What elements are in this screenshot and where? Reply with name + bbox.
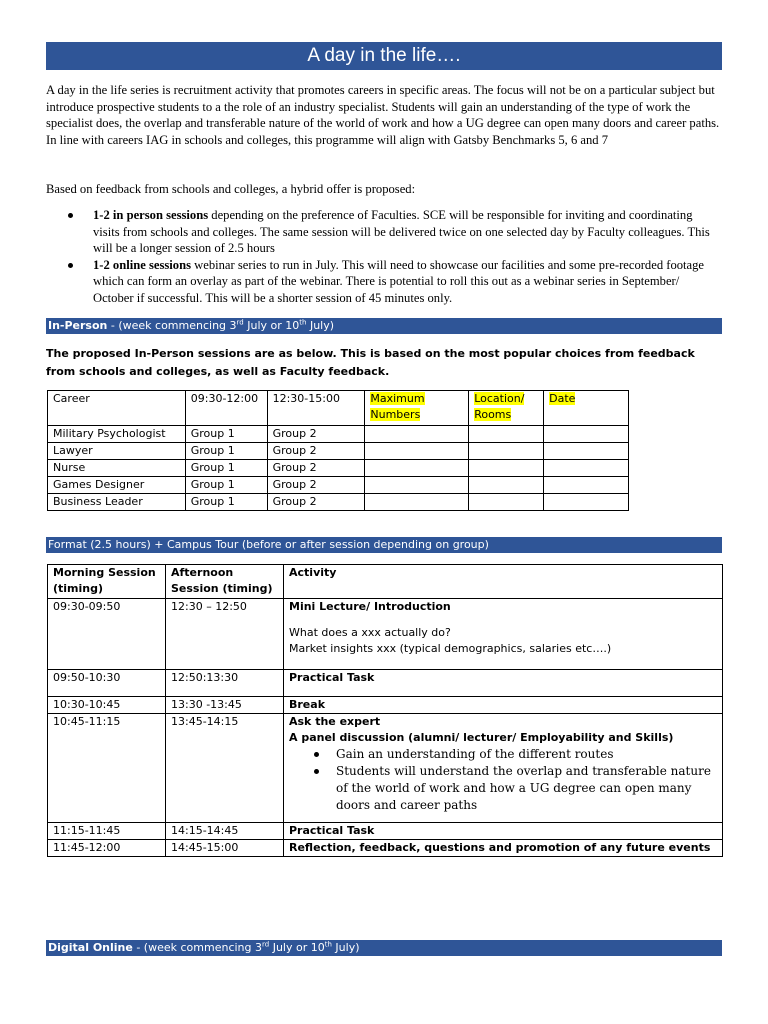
section-text: - (week commencing 3 <box>107 319 237 332</box>
format-table <box>47 564 723 857</box>
table-header-row <box>48 565 723 599</box>
afternoon-time-cell: 12:50:13:30 <box>166 670 284 697</box>
section-sup: rd <box>262 940 270 949</box>
list-item <box>289 763 717 814</box>
bullet-icon <box>68 263 73 268</box>
list-item <box>46 257 722 307</box>
section-text: July or 10 <box>269 941 325 954</box>
morning-group-cell: Group 1 <box>185 426 267 443</box>
table-row <box>48 714 723 823</box>
bullet-icon <box>314 769 319 774</box>
afternoon-time-cell: 13:45-14:15 <box>166 714 284 823</box>
location-cell <box>469 477 544 494</box>
bullet-text: depending on the preference of Faculties. SCE will be responsible for inviting and coordinating visits from schools and colleges. The same session will be delivered twice on one selected day by Faculty colleagues. This will be a longer session of 2.5 hours <box>93 208 710 256</box>
section-label: Digital Online <box>48 941 133 954</box>
table-row <box>48 460 629 477</box>
morning-group-cell: Group 1 <box>185 477 267 494</box>
afternoon-time-cell: 14:45-15:00 <box>166 840 284 857</box>
table-row <box>48 443 629 460</box>
afternoon-time-cell: 13:30 -13:45 <box>166 697 284 714</box>
date-cell <box>544 426 629 443</box>
career-cell: Business Leader <box>48 494 186 511</box>
location-cell <box>469 426 544 443</box>
header-label: Date <box>549 392 576 405</box>
header-cell: Activity <box>284 565 723 599</box>
proposal-intro: Based on feedback from schools and colleges, a hybrid offer is proposed: <box>46 182 416 196</box>
morning-time-cell: 09:50-10:30 <box>48 670 166 697</box>
header-cell <box>267 391 365 426</box>
header-label: Career <box>53 392 90 405</box>
afternoon-group-cell: Group 2 <box>267 426 365 443</box>
activity-cell <box>284 599 723 670</box>
bullet-text: Students will understand the overlap and transferable nature of the world of work and how a UG degree can open many doors and career paths <box>336 764 711 812</box>
morning-time-cell: 10:45-11:15 <box>48 714 166 823</box>
section-sup: rd <box>236 318 244 327</box>
activity-bullets <box>289 746 717 814</box>
header-cell <box>48 391 186 426</box>
list-item <box>46 207 722 257</box>
table-row <box>48 840 723 857</box>
table-row <box>48 823 723 840</box>
afternoon-time-cell: 12:30 – 12:50 <box>166 599 284 670</box>
morning-time-cell: 09:30-09:50 <box>48 599 166 670</box>
bullet-icon <box>68 213 73 218</box>
location-cell <box>469 443 544 460</box>
afternoon-group-cell: Group 2 <box>267 460 365 477</box>
page-title: A day in the life…. <box>46 42 722 70</box>
header-cell <box>185 391 267 426</box>
header-cell: Morning Session (timing) <box>48 565 166 599</box>
career-cell: Nurse <box>48 460 186 477</box>
career-cell: Lawyer <box>48 443 186 460</box>
table-row <box>48 599 723 670</box>
activity-line: Market insights xxx (typical demographics, salaries etc….) <box>289 642 612 655</box>
activity-subtitle: A panel discussion (alumni/ lecturer/ Employability and Skills) <box>289 731 674 744</box>
morning-time-cell: 11:45-12:00 <box>48 840 166 857</box>
numbers-cell <box>365 494 469 511</box>
section-text: July or 10 <box>243 319 300 332</box>
table-row <box>48 494 629 511</box>
in-person-section-header <box>46 318 722 334</box>
morning-group-cell: Group 1 <box>185 443 267 460</box>
section-sup: th <box>299 318 307 327</box>
date-cell <box>544 494 629 511</box>
section-sup: th <box>324 940 332 949</box>
morning-group-cell: Group 1 <box>185 494 267 511</box>
bullet-text: Gain an understanding of the different routes <box>336 747 614 761</box>
morning-time-cell: 10:30-10:45 <box>48 697 166 714</box>
section-label: In-Person <box>48 319 108 332</box>
header-label: 09:30-12:00 <box>190 392 259 405</box>
digital-section-header <box>46 940 722 956</box>
numbers-cell <box>365 426 469 443</box>
activity-title: Mini Lecture/ Introduction <box>289 600 451 613</box>
activity-cell <box>284 714 723 823</box>
section-text: July) <box>306 319 335 332</box>
bullet-text: webinar series to run in July. This will need to showcase our facilities and some pre-recorded footage which can form an overlay as part of the webinar. There is potential to roll this out as a webinar series in September/ October if successful. This will be a shorter session of 45 minutes only. <box>93 257 705 305</box>
date-cell <box>544 460 629 477</box>
afternoon-group-cell: Group 2 <box>267 443 365 460</box>
table-row <box>48 697 723 714</box>
numbers-cell <box>365 460 469 477</box>
activity-title: Practical Task <box>284 823 723 840</box>
section-text: July) <box>331 941 360 954</box>
numbers-cell <box>365 443 469 460</box>
header-cell <box>469 391 544 426</box>
activity-title: Ask the expert <box>289 715 381 728</box>
bullet-icon <box>314 752 319 757</box>
location-cell <box>469 494 544 511</box>
morning-group-cell: Group 1 <box>185 460 267 477</box>
in-person-intro: The proposed In-Person sessions are as below. This is based on the most popular choices from feedback from schools and colleges, as well as Faculty feedback. <box>46 347 695 378</box>
activity-title: Break <box>284 697 723 714</box>
table-row <box>48 670 723 697</box>
activity-line: What does a xxx actually do? <box>289 626 451 639</box>
numbers-cell <box>365 477 469 494</box>
header-cell <box>544 391 629 426</box>
afternoon-group-cell: Group 2 <box>267 494 365 511</box>
proposal-list <box>46 207 722 307</box>
date-cell <box>544 443 629 460</box>
table-row <box>48 426 629 443</box>
activity-title: Reflection, feedback, questions and promotion of any future events <box>284 840 723 857</box>
afternoon-time-cell: 14:15-14:45 <box>166 823 284 840</box>
afternoon-group-cell: Group 2 <box>267 477 365 494</box>
morning-time-cell: 11:15-11:45 <box>48 823 166 840</box>
date-cell <box>544 477 629 494</box>
header-cell <box>365 391 469 426</box>
sessions-table <box>47 390 629 511</box>
location-cell <box>469 460 544 477</box>
list-item <box>289 746 717 763</box>
header-label: Maximum Numbers <box>370 392 425 421</box>
career-cell: Games Designer <box>48 477 186 494</box>
career-cell: Military Psychologist <box>48 426 186 443</box>
header-label: Location/ Rooms <box>474 392 525 421</box>
table-header-row <box>48 391 629 426</box>
bullet-heading: 1-2 in person sessions <box>93 208 209 222</box>
bullet-heading: 1-2 online sessions <box>93 257 191 272</box>
table-row <box>48 477 629 494</box>
section-text: - (week commencing 3 <box>132 941 262 954</box>
header-label: 12:30-15:00 <box>272 392 340 405</box>
activity-title: Practical Task <box>284 670 723 697</box>
intro-paragraph: A day in the life series is recruitment activity that promotes careers in specific areas. The focus will not be on a particular subject but introduce prospective students to a the role of an industry specialist. Students will gain an understanding of the type of work the specialist does, the overlap and transferable nature of the world of work and how a UG degree can open many doors and career paths. In line with careers IAG in schools and colleges, this programme will align with Gatsby Benchmarks 5, 6 and 7 <box>46 83 720 147</box>
format-section-header: Format (2.5 hours) + Campus Tour (before or after session depending on group) <box>46 537 722 553</box>
header-cell: Afternoon Session (timing) <box>166 565 284 599</box>
